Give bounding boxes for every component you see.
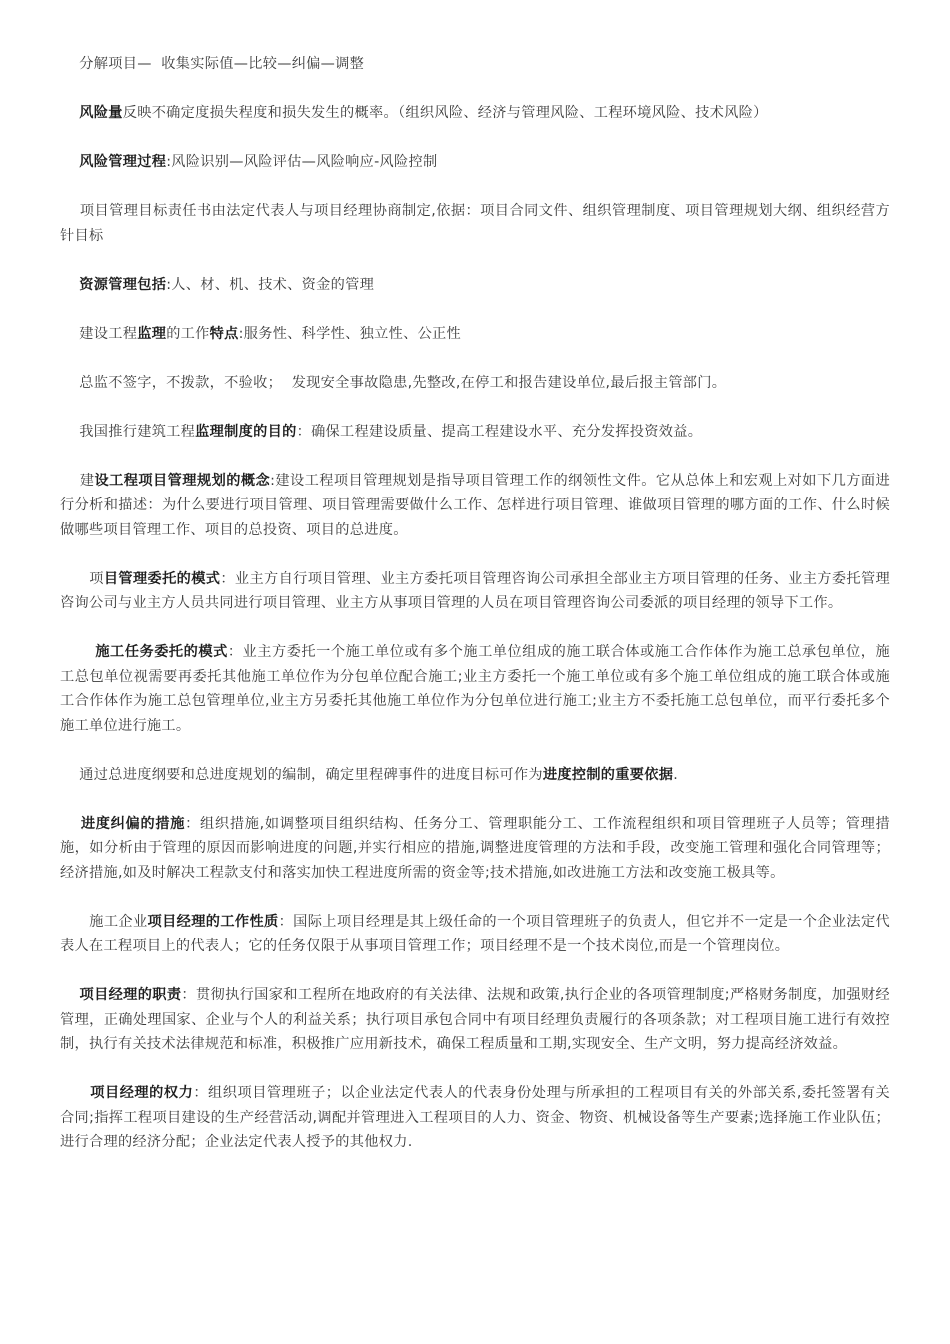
paragraph-text bbox=[60, 816, 81, 832]
paragraph-text bbox=[60, 154, 79, 170]
paragraph bbox=[60, 273, 890, 298]
paragraph-text: 建 bbox=[60, 472, 95, 489]
paragraph bbox=[60, 150, 890, 175]
paragraph-text: ：业主方自行项目管理、业主方委托项目管理咨询公司承担全部业主方项目管理的任务、业主方委托管理咨询公司与业主方人员共同进行项目管理、业主方从事项目管理的人员在项目管理咨询公司委派的项目经理的领导下工作。 bbox=[60, 570, 890, 611]
paragraph-text: 我国推行建筑工程 bbox=[60, 423, 196, 440]
paragraph-text: 反映不确定度损失程度和损失发生的概率。（组织风险、经济与管理风险、工程环境风险、技术风险） bbox=[122, 105, 768, 121]
paragraph-text: :服务性、科学性、独立性、公正性 bbox=[238, 325, 462, 342]
bold-term: 风险管理过程 bbox=[79, 154, 167, 170]
bold-term: 特点 bbox=[209, 325, 239, 342]
paragraph bbox=[60, 763, 890, 788]
paragraph-text: 项目管理目标责任书由法定代表人与项目经理协商制定,依据：项目合同文件、组织管理制度、项目管理规划大纲、组织经营方针目标 bbox=[60, 203, 890, 244]
paragraph bbox=[60, 322, 890, 347]
paragraph-text: :人、材、机、技术、资金的管理 bbox=[166, 276, 375, 293]
paragraph-text bbox=[60, 987, 80, 1003]
paragraph bbox=[60, 567, 890, 616]
bold-term: 监理 bbox=[137, 325, 167, 342]
document-body bbox=[60, 52, 890, 1179]
paragraph-text: 通过总进度纲要和总进度规划的编制，确定里程碑事件的进度目标可作为 bbox=[60, 766, 543, 783]
paragraph-text: 项 bbox=[60, 570, 104, 587]
paragraph bbox=[60, 199, 890, 248]
bold-term: 项目经理的工作性质 bbox=[147, 913, 279, 930]
bold-term: 目管理委托的模式 bbox=[103, 570, 221, 587]
paragraph bbox=[60, 469, 890, 543]
bold-term: 风险量 bbox=[79, 105, 123, 121]
paragraph-text: ：确保工程建设质量、提高工程建设水平、充分发挥投资效益。 bbox=[296, 423, 703, 440]
paragraph-text bbox=[60, 1085, 90, 1101]
bold-term: 项目经理的职责 bbox=[79, 987, 182, 1003]
paragraph-text: :建设工程项目管理规划是指导项目管理工作的纲领性文件。它从总体上和宏观上对如下几方面进行分析和描述：为什么要进行项目管理、项目管理需要做什么工作、怎样进行项目管理、谁做项目管理的哪方面的工作、什么时候做哪些项目管理工作、项目的总投资、项目的总进度。 bbox=[60, 472, 890, 538]
paragraph-text: ：国际上项目经理是其上级任命的一个项目管理班子的负责人，但它并不一定是一个企业法定代表人在工程项目上的代表人；它的任务仅限于从事项目管理工作；项目经理不是一个技术岗位,而是一个管理岗位。 bbox=[60, 913, 891, 954]
bold-term: 设工程项目管理规划的概念 bbox=[94, 472, 271, 489]
paragraph bbox=[60, 812, 890, 886]
paragraph bbox=[60, 983, 890, 1057]
paragraph-text: ：业主方委托一个施工单位或有多个施工单位组成的施工联合体或施工合作体作为施工总承包单位，施工总包单位视需要再委托其他施工单位作为分包单位配合施工;业主方委托一个施工单位或有多个施工单位组成的施工联合体或施工合作体作为施工总包管理单位,业主方另委托其他施工单位作为分包单位进行施工;业主方不委托施工总包单位，而平行委托多个施工单位进行施工。 bbox=[60, 644, 891, 734]
bold-term: 资源管理包括 bbox=[79, 276, 167, 293]
bold-term: 进度纠偏的措施 bbox=[80, 815, 186, 832]
paragraph-text bbox=[60, 277, 79, 293]
paragraph-text: 分解项目— 收集实际值—比较—纠偏—调整 bbox=[60, 56, 365, 72]
paragraph-text: 的工作 bbox=[166, 325, 210, 342]
bold-term: 监理制度的目的 bbox=[195, 423, 297, 440]
paragraph-text: 建设工程 bbox=[60, 325, 138, 342]
bold-term: 项目经理的权力 bbox=[90, 1085, 194, 1101]
paragraph bbox=[60, 1081, 890, 1155]
bold-term: 进度控制的重要依据 bbox=[542, 766, 674, 783]
paragraph-text bbox=[60, 105, 79, 121]
paragraph bbox=[60, 101, 890, 126]
paragraph-text: ：组织措施,如调整项目组织结构、任务分工、管理职能分工、工作流程组织和项目管理班子人员等；管理措施，如分析由于管理的原因而影响进度的问题,并实行相应的措施,调整进度管理的方法和手段，改变施工管理和强化合同管理等；经济措施,如及时解决工程款支付和落实加快工程进度所需的资金等;技术措施,如改进施工方法和改变施工极具等。 bbox=[60, 815, 890, 881]
paragraph-text: :风险识别—风险评估—风险响应-风险控制 bbox=[166, 154, 438, 170]
paragraph bbox=[60, 52, 890, 77]
paragraph-text: ：贯彻执行国家和工程所在地政府的有关法律、法规和政策,执行企业的各项管理制度;严格财务制度，加强财经管理，正确处理国家、企业与个人的利益关系；执行项目承包合同中有项目经理负责履行的各项条款；对工程项目施工进行有效控制，执行有关技术法律规范和标准，积极推广应用新技术，确保工程质量和工期,实现安全、生产文明，努力提高经济效益。 bbox=[60, 987, 890, 1052]
paragraph-text: . bbox=[673, 766, 679, 783]
paragraph-text: ：组织项目管理班子；以企业法定代表人的代表身份处理与所承担的工程项目有关的外部关系,委托签署有关合同;指挥工程项目建设的生产经营活动,调配并管理进入工程项目的人力、资金、物资、机械设备等生产要素;选择施工作业队伍；进行合理的经济分配；企业法定代表人授予的其他权力. bbox=[60, 1085, 890, 1150]
paragraph bbox=[60, 371, 890, 396]
paragraph-text: 施工企业 bbox=[60, 913, 148, 930]
paragraph bbox=[60, 910, 890, 959]
bold-term: 施工任务委托的模式 bbox=[95, 644, 228, 660]
paragraph bbox=[60, 640, 890, 738]
paragraph bbox=[60, 420, 890, 445]
paragraph-text: 总监不签字，不拨款，不验收； 发现安全事故隐患,先整改,在停工和报告建设单位,最后报主管部门。 bbox=[60, 374, 727, 391]
paragraph-text bbox=[60, 644, 95, 660]
